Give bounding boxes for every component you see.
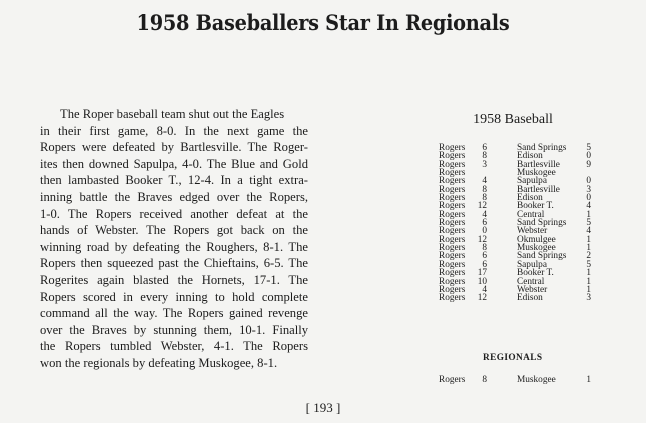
team-name: Rogers bbox=[439, 293, 466, 304]
team-score: 4 bbox=[482, 176, 487, 187]
team-name: Rogers bbox=[439, 184, 466, 195]
article-body bbox=[40, 106, 308, 372]
opponent-name: Sand Springs bbox=[517, 251, 567, 262]
opponent-name: Edison bbox=[517, 193, 543, 204]
article-line: Rogerites again blasted the Hornets, 17-1. The bbox=[40, 272, 308, 287]
opponent-score: 1 bbox=[586, 268, 591, 279]
article-line: in their first game, 8-0. In the next game the bbox=[40, 123, 308, 138]
opponent-score: 9 bbox=[586, 159, 591, 170]
opponent-name: Bartlesville bbox=[517, 184, 560, 195]
page-headline: 1958 Baseballers Star In Regionals bbox=[136, 10, 510, 35]
opponent-name: Central bbox=[517, 209, 545, 220]
opponent-name: Webster bbox=[517, 284, 548, 295]
game-row bbox=[439, 294, 599, 302]
team-name: Rogers bbox=[439, 268, 466, 279]
team-score: 4 bbox=[482, 209, 487, 220]
team-score: 8 bbox=[482, 184, 487, 195]
opponent-score: 0 bbox=[586, 193, 591, 204]
team-name: Rogers bbox=[439, 234, 466, 245]
team-score: 8 bbox=[482, 243, 487, 254]
article-line: winning road by defeating the Roughers, 8-1. The bbox=[40, 239, 308, 254]
article-line: Ropers then squeezed past the Chieftains, 6-5. The bbox=[40, 256, 308, 271]
opponent-name: Webster bbox=[517, 226, 548, 237]
opponent-name: Booker T. bbox=[517, 268, 554, 279]
opponent-name: Edison bbox=[517, 151, 543, 162]
opponent-score: 1 bbox=[586, 243, 591, 254]
opponent-name: Central bbox=[517, 276, 545, 287]
team-score: 8 bbox=[482, 151, 487, 162]
opponent-score: 4 bbox=[586, 226, 591, 237]
article-line: the Ropers tumbled Webster, 4-1. The Ropers bbox=[40, 339, 308, 354]
game-results-table bbox=[439, 144, 599, 303]
team-name: Rogers bbox=[439, 375, 466, 385]
team-name: Rogers bbox=[439, 151, 466, 162]
team-name: Rogers bbox=[439, 176, 466, 187]
team-score: 17 bbox=[477, 268, 487, 279]
article-line: over the Braves by stunning them, 10-1. Finally bbox=[40, 322, 308, 337]
team-score: 0 bbox=[482, 226, 487, 237]
opponent-name: Muskogee bbox=[517, 168, 556, 179]
opponent-name: Sand Springs bbox=[517, 218, 567, 229]
team-name: Rogers bbox=[439, 143, 466, 153]
opponent-score: 2 bbox=[586, 251, 591, 262]
opponent-score: 5 bbox=[586, 143, 591, 153]
team-score: 12 bbox=[477, 293, 487, 304]
opponent-name: Sand Springs bbox=[517, 143, 567, 153]
team-name: Rogers bbox=[439, 226, 466, 237]
opponent-name: Sapulpa bbox=[517, 259, 547, 270]
opponent-score: 1 bbox=[586, 234, 591, 245]
team-name: Rogers bbox=[439, 168, 466, 179]
team-name: Rogers bbox=[439, 284, 466, 295]
opponent-score: 1 bbox=[586, 375, 591, 385]
regionals-heading: REGIONALS bbox=[483, 353, 543, 363]
opponent-name: Bartlesville bbox=[517, 159, 560, 170]
opponent-name: Booker T. bbox=[517, 201, 554, 212]
opponent-name: Muskogee bbox=[517, 243, 556, 254]
team-score: 10 bbox=[477, 276, 487, 287]
article-line: inning battle the Braves edged over the Ropers, bbox=[40, 189, 308, 204]
team-score: 3 bbox=[482, 159, 487, 170]
team-name: Rogers bbox=[439, 276, 466, 287]
team-score: 6 bbox=[482, 218, 487, 229]
article-line: hands of Webster. The Ropers got back on the bbox=[40, 223, 308, 238]
opponent-score: 3 bbox=[586, 184, 591, 195]
team-name: Rogers bbox=[439, 251, 466, 262]
article-line: command all the way. The Ropers gained revenge bbox=[40, 306, 308, 321]
regionals-result-row bbox=[439, 376, 599, 384]
opponent-name: Muskogee bbox=[517, 375, 556, 385]
team-name: Rogers bbox=[439, 193, 466, 204]
article-line: Ropers were defeated by Bartlesville. The Roger- bbox=[40, 140, 308, 155]
opponent-score: 0 bbox=[586, 176, 591, 187]
opponent-score: 5 bbox=[586, 218, 591, 229]
article-line: ites then downed Sapulpa, 4-0. The Blue and Gold bbox=[40, 156, 308, 171]
page-number: [ 193 ] bbox=[305, 400, 341, 415]
team-name: Rogers bbox=[439, 159, 466, 170]
opponent-score: 0 bbox=[586, 151, 591, 162]
opponent-name: Sapulpa bbox=[517, 176, 547, 187]
article-line: The Roper baseball team shut out the Eagles bbox=[60, 107, 285, 121]
opponent-score: 3 bbox=[586, 293, 591, 304]
article-line: then lambasted Booker T., 12-4. In a tight extra- bbox=[40, 173, 308, 188]
team-score: 6 bbox=[482, 259, 487, 270]
opponent-name: Okmulgee bbox=[517, 234, 556, 245]
team-name: Rogers bbox=[439, 259, 466, 270]
opponent-score: 1 bbox=[586, 284, 591, 295]
team-name: Rogers bbox=[439, 209, 466, 220]
opponent-score: 1 bbox=[586, 276, 591, 287]
team-name: Rogers bbox=[439, 218, 466, 229]
opponent-score: 4 bbox=[586, 201, 591, 212]
team-name: Rogers bbox=[439, 201, 466, 212]
opponent-name: Edison bbox=[517, 293, 543, 304]
team-score: 6 bbox=[482, 251, 487, 262]
team-score: 12 bbox=[477, 234, 487, 245]
article-line: Ropers scored in every inning to hold complete bbox=[40, 289, 308, 304]
article-line: won the regionals by defeating Muskogee, 8-1. bbox=[40, 355, 278, 370]
team-score: 6 bbox=[482, 143, 487, 153]
opponent-score: 1 bbox=[586, 209, 591, 220]
table-title: 1958 Baseball bbox=[473, 112, 553, 127]
team-score: 12 bbox=[477, 201, 487, 212]
team-name: Rogers bbox=[439, 243, 466, 254]
opponent-score: 5 bbox=[586, 259, 591, 270]
article-line: 1-0. The Ropers received another defeat at the bbox=[40, 206, 308, 221]
team-score: 8 bbox=[482, 193, 487, 204]
team-score: 4 bbox=[482, 284, 487, 295]
team-score: 8 bbox=[482, 375, 487, 385]
